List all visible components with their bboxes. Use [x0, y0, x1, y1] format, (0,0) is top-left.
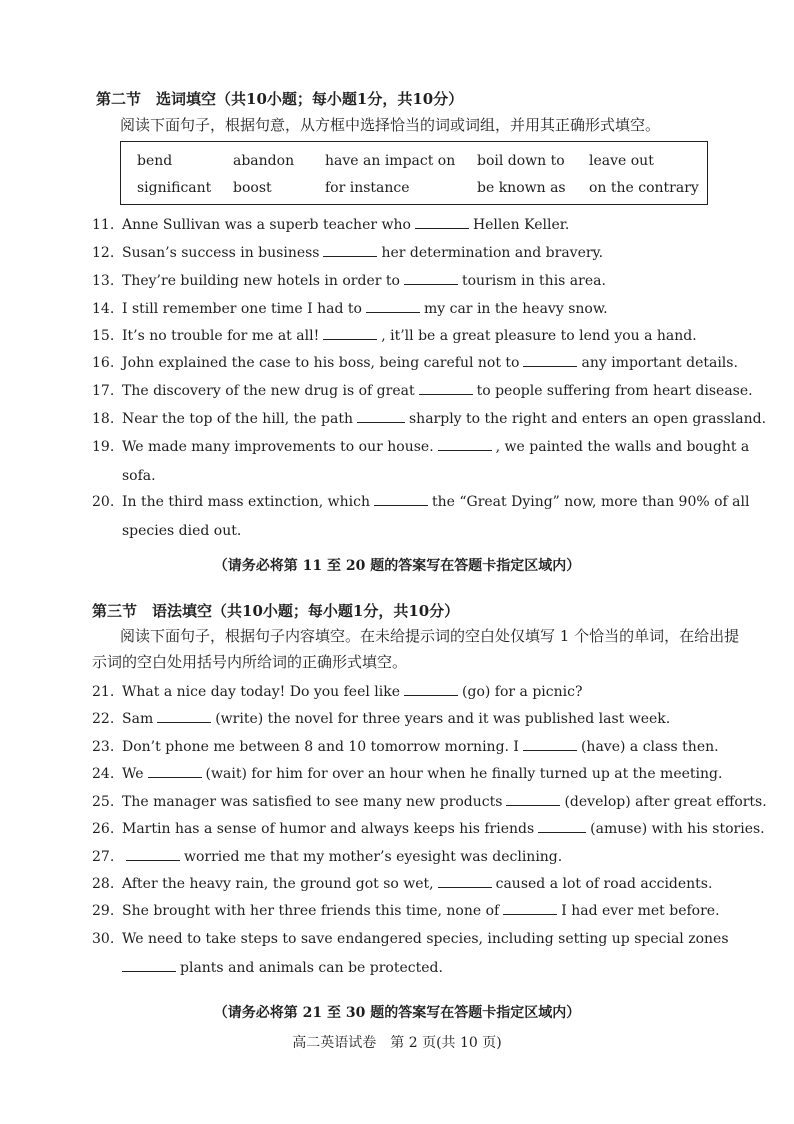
question-20: 20. In the third mass extinction, which the “Great Dying” now, more than 90% of all	[92, 494, 750, 510]
section2-instruction: 阅读下面句子，根据句意，从方框中选择恰当的词或词组，并用其正确形式填空。	[120, 116, 661, 134]
question-29: 29. She brought with her three friends this time, none of I had ever met before.	[92, 903, 720, 919]
question-30: 30. We need to take steps to save endangered species, including setting up special zones	[92, 931, 729, 947]
word-option: on the contrary	[589, 180, 699, 196]
question-20-continued: species died out.	[122, 523, 242, 539]
answer-blank[interactable]	[523, 740, 577, 751]
section3-note: （请务必将第 21 至 30 题的答案写在答题卡指定区域内）	[213, 1005, 581, 1021]
answer-blank[interactable]	[523, 356, 577, 367]
word-option: abandon	[233, 153, 295, 169]
question-21: 21. What a nice day today! Do you feel like (go) for a picnic?	[92, 684, 583, 700]
word-option: bend	[137, 153, 173, 169]
question-13: 13. They’re building new hotels in order to tourism in this area.	[92, 273, 606, 289]
question-12: 12. Susan’s success in business her determination and bravery.	[92, 245, 604, 261]
word-box	[120, 141, 708, 205]
answer-blank[interactable]	[157, 712, 211, 723]
question-23: 23. Don’t phone me between 8 and 10 tomorrow morning. I (have) a class then.	[92, 739, 719, 755]
question-27: 27. worried me that my mother’s eyesight was declining.	[92, 849, 563, 865]
answer-blank[interactable]	[404, 685, 458, 696]
answer-blank[interactable]	[503, 904, 557, 915]
question-15: 15. It’s no trouble for me at all! , it’ll be a great pleasure to lend you a hand.	[92, 328, 697, 344]
question-14: 14. I still remember one time I had to my car in the heavy snow.	[92, 301, 608, 317]
answer-blank[interactable]	[126, 850, 180, 861]
word-option: for instance	[325, 180, 410, 196]
question-11: 11. Anne Sullivan was a superb teacher who Hellen Keller.	[92, 217, 570, 233]
answer-blank[interactable]	[366, 302, 420, 313]
word-option: significant	[137, 180, 212, 196]
answer-blank[interactable]	[148, 767, 202, 778]
answer-blank[interactable]	[438, 440, 492, 451]
answer-blank[interactable]	[323, 329, 377, 340]
answer-blank[interactable]	[506, 795, 560, 806]
section3-instruction: 阅读下面句子，根据句子内容填空。在未给提示词的空白处仅填写 1 个恰当的单词，在给出提示词的空白处用括号内所给词的正确形式填空。	[92, 627, 740, 671]
answer-blank[interactable]	[404, 274, 458, 285]
word-option: be known as	[477, 180, 566, 196]
question-18: 18. Near the top of the hill, the path sharply to the right and enters an open grassland.	[92, 411, 767, 427]
answer-blank[interactable]	[122, 961, 176, 972]
word-option: have an impact on	[325, 153, 456, 169]
question-16: 16. John explained the case to his boss, being careful not to any important details.	[92, 355, 738, 371]
answer-blank[interactable]	[323, 246, 377, 257]
word-option: boil down to	[477, 153, 565, 169]
answer-blank[interactable]	[438, 877, 492, 888]
answer-blank[interactable]	[415, 218, 469, 229]
question-30-continued: plants and animals can be protected.	[122, 960, 443, 976]
answer-blank[interactable]	[419, 384, 473, 395]
word-option: boost	[233, 180, 272, 196]
question-26: 26. Martin has a sense of humor and always keeps his friends (amuse) with his stories.	[92, 821, 765, 837]
question-22: 22. Sam (write) the novel for three years and it was published last week.	[92, 711, 671, 727]
question-24: 24. We (wait) for him for over an hour when he finally turned up at the meeting.	[92, 766, 723, 782]
answer-blank[interactable]	[357, 412, 405, 423]
question-28: 28. After the heavy rain, the ground got so wet, caused a lot of road accidents.	[92, 876, 713, 892]
question-19-continued: sofa.	[122, 468, 156, 484]
question-17: 17. The discovery of the new drug is of great to people suffering from heart disease.	[92, 383, 753, 399]
question-25: 25. The manager was satisfied to see many new products (develop) after great efforts.	[92, 794, 767, 810]
section2-heading: 第二节 选词填空（共10小题；每小题1分，共10分）	[96, 90, 464, 108]
word-option: leave out	[589, 153, 654, 169]
answer-blank[interactable]	[374, 495, 428, 506]
question-19: 19. We made many improvements to our house. , we painted the walls and bought a	[92, 439, 750, 455]
answer-blank[interactable]	[538, 822, 586, 833]
page-footer: 高二英语试卷 第 2 页(共 10 页)	[292, 1035, 502, 1051]
section2-note: （请务必将第 11 至 20 题的答案写在答题卡指定区域内）	[213, 558, 581, 574]
section3-heading: 第三节 语法填空（共10小题；每小题1分，共10分）	[92, 602, 460, 620]
